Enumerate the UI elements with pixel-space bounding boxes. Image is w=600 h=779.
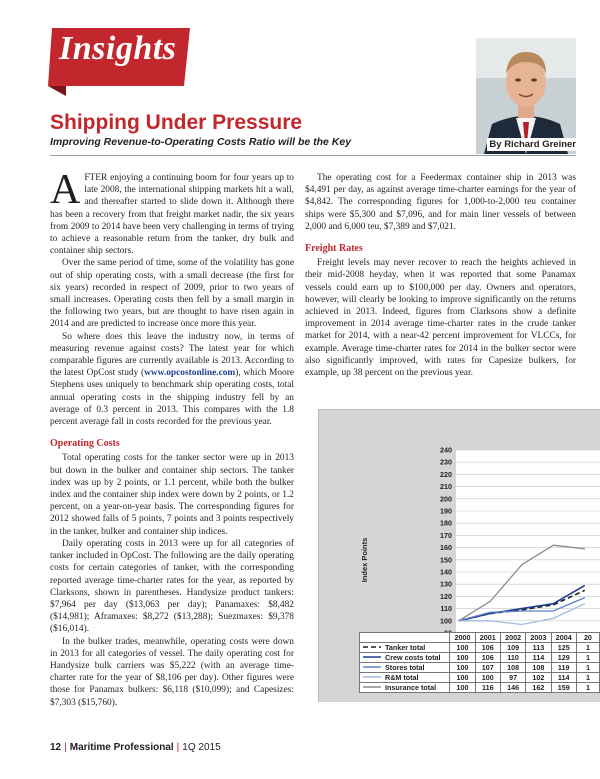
legend-swatch xyxy=(362,684,382,690)
table-row xyxy=(360,643,600,653)
x-tick-label: 2001 xyxy=(475,633,500,643)
x-tick-label: 2004 xyxy=(551,633,576,643)
data-label: 108 xyxy=(526,663,551,673)
paragraph: The operating cost for a Feedermax container ship in 2013 was $4,491 per day, as against average time-charter earnings for the year of $4,842. The corresponding figures for 1,000-to-2,000 teu container ships were $5,300 and $7,096, and for main liner vessels of between 2,000 and 6,000 teu, $7,389 and $7,021. xyxy=(305,173,576,232)
legend-entry xyxy=(360,683,450,693)
chart-data-table xyxy=(359,632,600,693)
legend-entry xyxy=(360,653,450,663)
paragraph: Total operating costs for the tanker sector were up in 2013 but down in the bulker and container ship sectors. The tanker index was up by 2 points, or 1.1 percent, while both the bulker index and the container ship index were down by 2 points, or 1.2 percent, on a year-on-year basis. The corresponding figures for 2012 showed falls of 5 points, 7 points and 3 points respectively in the tanker, bulker and container ship indices. xyxy=(50,453,294,537)
drop-cap: A xyxy=(50,167,81,213)
table-corner-cell xyxy=(360,633,450,643)
y-tick-label: 110 xyxy=(440,604,452,614)
opcost-link[interactable]: www.opcostonline.com xyxy=(144,368,236,379)
left-column xyxy=(50,167,295,709)
y-tick-label: 180 xyxy=(440,518,452,528)
legend-entry xyxy=(360,663,450,673)
data-label: 100 xyxy=(475,673,500,683)
data-label: 125 xyxy=(551,643,576,653)
data-label: 107 xyxy=(475,663,500,673)
author-photo xyxy=(476,38,576,154)
y-tick-label: 160 xyxy=(440,543,452,553)
data-label: 102 xyxy=(526,673,551,683)
data-label: 114 xyxy=(526,653,551,663)
y-tick-label: 230 xyxy=(440,457,452,467)
paragraph-text: ), which Moore Stephens uses uniquely to benchmark ship operating costs, total annual operating costs in the shipping industry fell by an average of 0.3 percent in 2013. This compares with the 1.8 percent average fall in costs recorded for the previous year. xyxy=(50,368,295,428)
y-tick-label: 200 xyxy=(440,494,452,504)
legend-label: Tanker total xyxy=(385,643,426,652)
legend-swatch xyxy=(362,664,382,670)
right-column xyxy=(305,172,576,379)
legend-swatch xyxy=(362,644,382,650)
table-row xyxy=(360,673,600,683)
plot-area xyxy=(456,450,600,633)
data-label: 1 xyxy=(576,663,599,673)
legend-label: R&M total xyxy=(385,673,419,682)
paragraph xyxy=(50,331,294,429)
footer-separator: | xyxy=(176,742,180,753)
data-label: 100 xyxy=(450,673,475,683)
table-row xyxy=(360,663,600,673)
data-label: 110 xyxy=(500,653,525,663)
issue-label: 1Q 2015 xyxy=(182,742,221,753)
header-rule xyxy=(50,155,576,156)
paragraph: Over the same period of time, some of the volatility has gone out of ship operating costs, with a small decrease (the first for six years) recorded in respect of 2009, prior to two years of small increases. Operating costs then fell by a small margin in the following two years, but are thought to have risen again in 2014 and are predicted to increase once more this year. xyxy=(50,258,294,330)
legend-swatch xyxy=(362,674,382,680)
data-label: 114 xyxy=(551,673,576,683)
data-label: 162 xyxy=(526,683,551,693)
heading-freight-rates: Freight Rates xyxy=(305,243,363,255)
article-subhead: Improving Revenue-to-Operating Costs Ratio will be the Key xyxy=(50,136,352,148)
y-tick-label: 100 xyxy=(440,616,452,626)
data-label: 159 xyxy=(551,683,576,693)
data-label: 1 xyxy=(576,683,599,693)
y-axis-label: Index Points xyxy=(360,537,369,583)
data-label: 106 xyxy=(475,653,500,663)
legend-swatch xyxy=(362,654,382,660)
author-byline: By Richard Greiner xyxy=(489,139,576,150)
data-label: 1 xyxy=(576,653,599,663)
data-label: 100 xyxy=(450,643,475,653)
y-tick-label: 130 xyxy=(440,579,452,589)
data-label: 97 xyxy=(500,673,525,683)
insights-label: Insights xyxy=(59,30,177,67)
article-headline: Shipping Under Pressure xyxy=(50,111,303,134)
x-tick-label: 2002 xyxy=(500,633,525,643)
y-tick-label: 140 xyxy=(440,567,452,577)
y-tick-label: 210 xyxy=(440,482,452,492)
data-label: 109 xyxy=(500,643,525,653)
y-tick-label: 240 xyxy=(440,445,452,455)
data-label: 116 xyxy=(475,683,500,693)
data-label: 113 xyxy=(526,643,551,653)
data-label: 146 xyxy=(500,683,525,693)
data-label: 1 xyxy=(576,673,599,683)
page-footer xyxy=(50,742,221,753)
y-tick-label: 150 xyxy=(440,555,452,565)
legend-label: Insurance total xyxy=(385,683,437,692)
data-label: 100 xyxy=(450,653,475,663)
data-label: 119 xyxy=(551,663,576,673)
paragraph-text: So where does this leave the industry now, in terms of measuring revenue against costs? The latest year for which comparable figures are currently available is 2013. According to the latest OpCost study ( xyxy=(50,331,294,379)
x-tick-label: 2003 xyxy=(526,633,551,643)
legend-label: Stores total xyxy=(385,663,425,672)
y-tick-label: 120 xyxy=(440,591,452,601)
x-tick-label: 20 xyxy=(576,633,599,643)
intro-paragraph xyxy=(50,167,294,257)
data-label: 108 xyxy=(500,663,525,673)
page-number: 12 xyxy=(50,742,62,753)
y-tick-label: 170 xyxy=(440,530,452,540)
paragraph: Daily operating costs in 2013 were up for all categories of tanker included in OpCost. The following are the daily operating costs for certain categories of tanker, with the corresponding reported average time-charter rates for the year, as reported by Clarksons, shown in parentheses. Handysize product tankers: $7,964 per day ($13,063 per day); Panamaxes: $8,482 ($14,981); Aframaxes: $8,272 ($13,288); Suezmaxes: $9,378 ($16,014). xyxy=(50,538,294,635)
legend-entry xyxy=(360,643,450,653)
data-label: 100 xyxy=(450,683,475,693)
y-tick-label: 190 xyxy=(440,506,452,516)
intro-text: FTER enjoying a continuing boom for four years up to late 2008, the international shipping markets hit a wall, and thereafter started to slide down it. Although there has been a recovery from that freight market nadir, the six years from 2009 to 2014 have been very challenging in terms of trying to achieve a reasonable return from the tanker, dry bulk and container ship sectors. xyxy=(50,173,294,257)
y-tick-label: 220 xyxy=(440,469,452,479)
publication-name: Maritime Professional xyxy=(69,742,174,753)
x-tick-label: 2000 xyxy=(450,633,475,643)
table-row xyxy=(360,683,600,693)
data-label: 106 xyxy=(475,643,500,653)
legend-label: Crew costs total xyxy=(385,653,441,662)
data-label: 129 xyxy=(551,653,576,663)
table-header-row xyxy=(360,633,600,643)
heading-operating-costs: Operating Costs xyxy=(50,438,120,450)
paragraph: In the bulker trades, meanwhile, operating costs were down in 2013 for all categories of vessel. The daily operating cost for Handysize bulk carriers was $5,222 (with an average time-charter rate for the year of $8,106 per day). Other figures were those for Panamax bulkers: $6,118 ($10,099); and Capesizes: $7,303 ($15,760). xyxy=(50,636,294,708)
paragraph: Freight levels may never recover to reach the heights achieved in their mid-2008 heyday, when it was reported that some Panamax vessels could earn up to $100,000 per day. Owners and operators, however, will clearly be looking to improve significantly on the returns achieved in 2013. Indeed, figures from Clarksons show a definite improvement in 2014 average time-charter rates in the crude tanker market for 2014, with a near-42 percent improvement for VLCCs, for example. Average time-charter rates for 2014 in the bulker sector were also significantly improved, with rates for Capesize bulkers, for example, up 38 percent on the previous year. xyxy=(305,258,576,379)
data-label: 100 xyxy=(450,663,475,673)
table-row xyxy=(360,653,600,663)
data-label: 1 xyxy=(576,643,599,653)
legend-entry xyxy=(360,673,450,683)
footer-separator: | xyxy=(64,742,67,753)
